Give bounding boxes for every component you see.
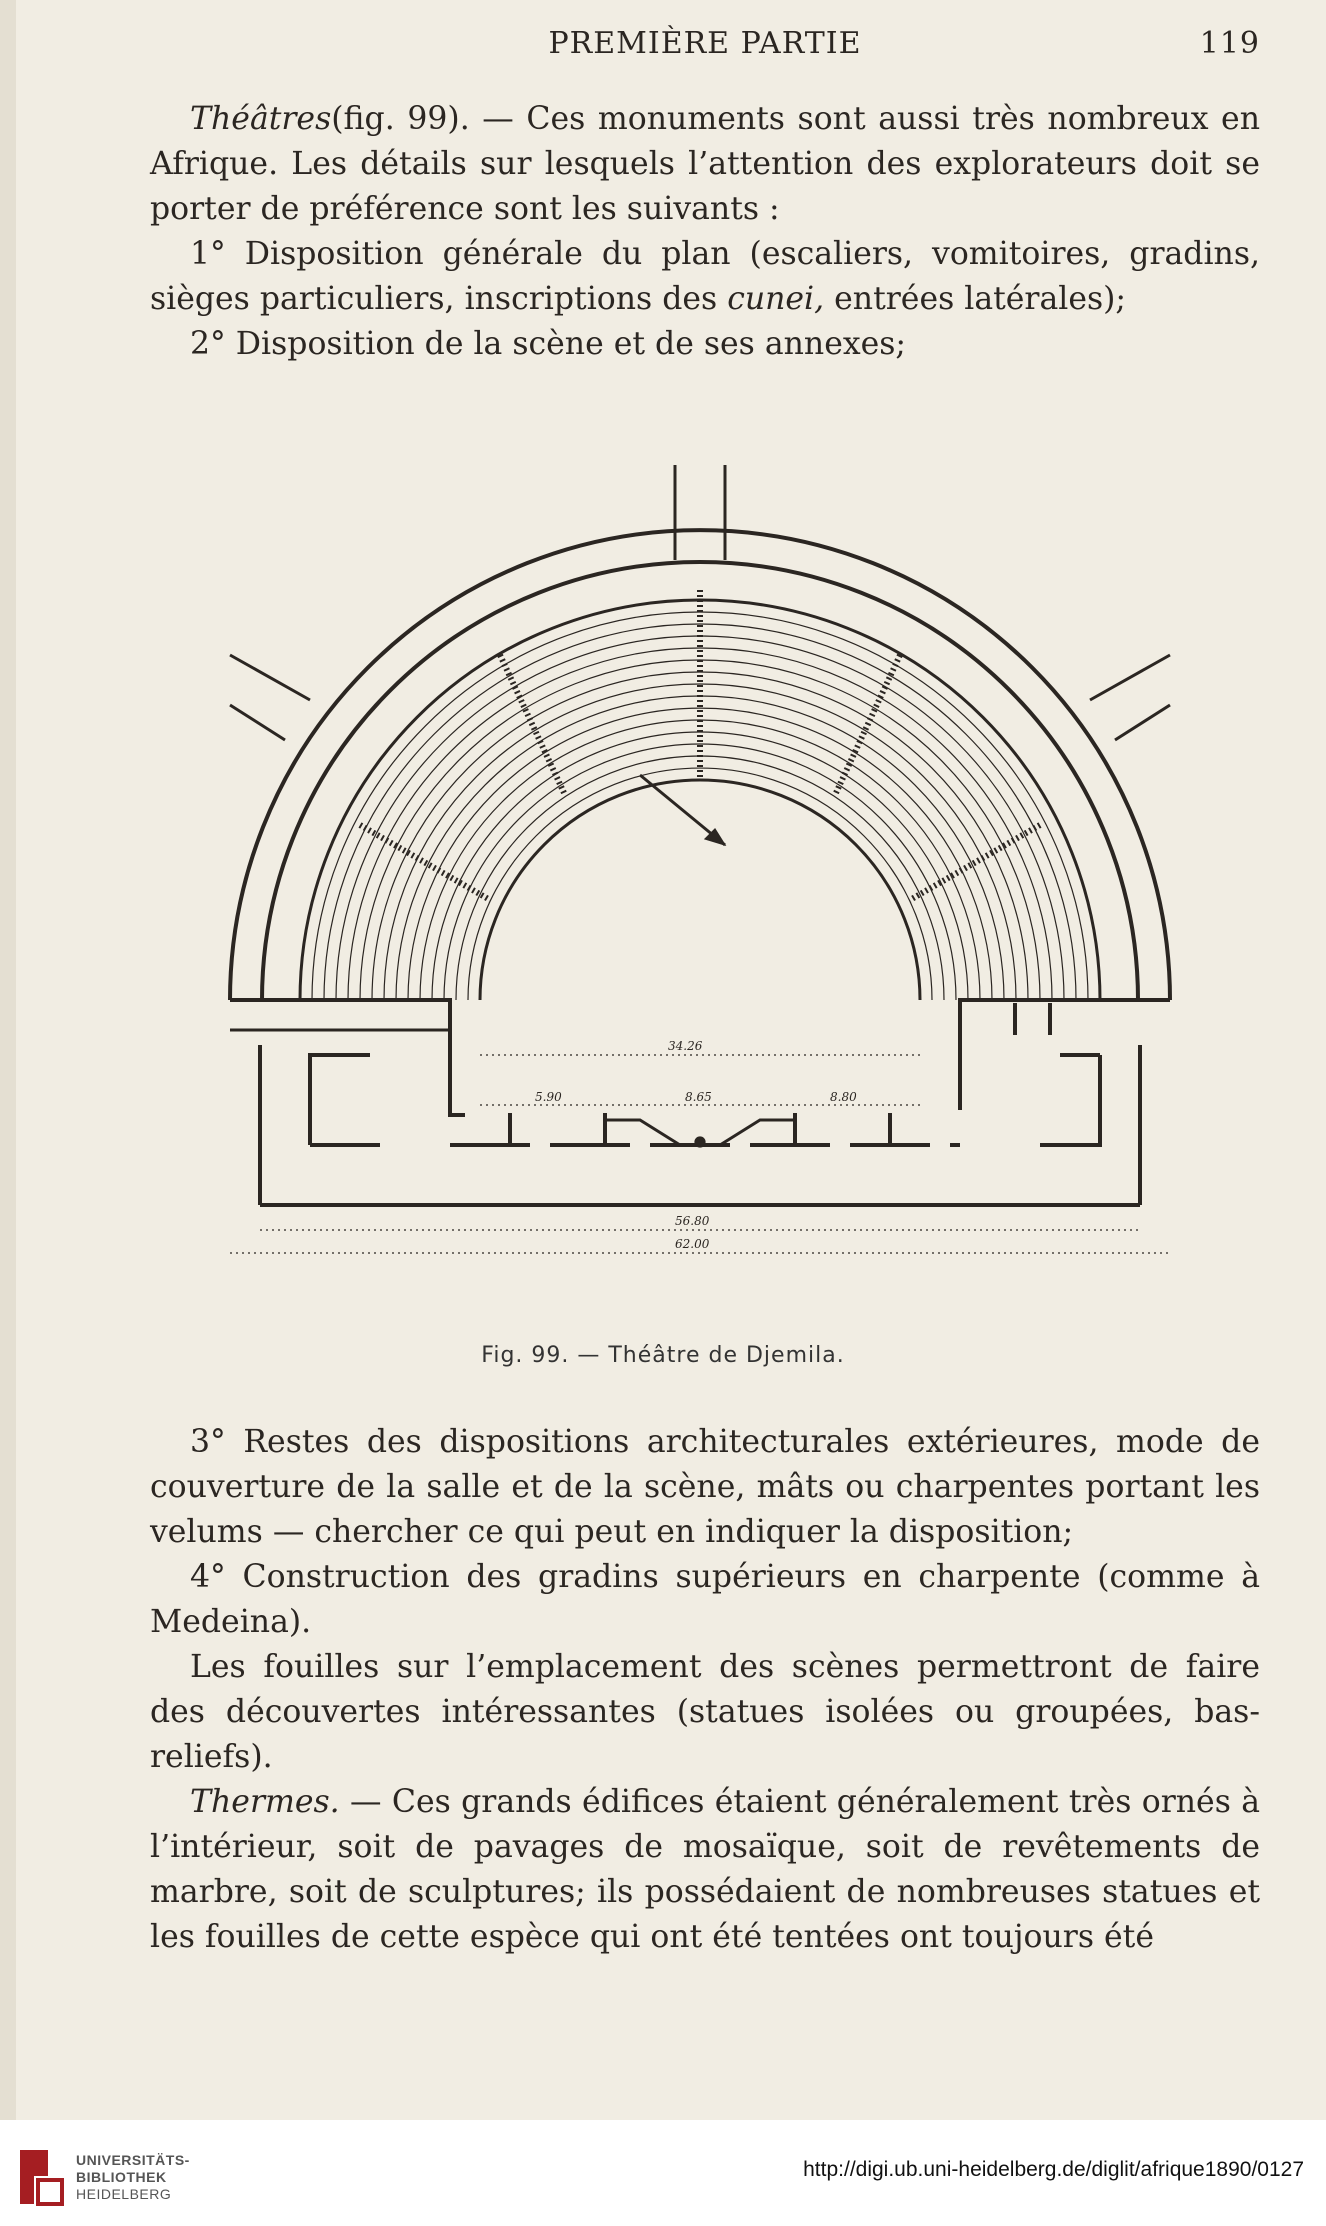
vomitorium-left-a	[230, 655, 310, 700]
paragraph-fouilles: Les fouilles sur l’emplacement des scènes permettront de faire des découvertes intéressantes (statues isolées ou groupées, bas-reliefs).	[150, 1649, 1260, 1775]
figure-theatre-plan	[0, 425, 1326, 1375]
dimension-label-2: 5.90	[535, 1090, 562, 1104]
dimension-label-5: 56.80	[675, 1214, 710, 1228]
paragraph-item-2: 2° Disposition de la scène et de ses annexes;	[190, 326, 907, 362]
stage-wall-left	[230, 1000, 465, 1115]
room-left	[310, 1055, 370, 1145]
theatres-text: (fig. 99). — Ces monuments sont aussi très nombreux en Afrique. Les détails sur lesquels l’attention des explorateurs doit se porter de préférence sont les suivants :	[150, 101, 1260, 227]
tier-line	[468, 768, 932, 1000]
orchestra-edge	[480, 780, 920, 1000]
paragraph-item-3: 3° Restes des dispositions architecturales extérieures, mode de couverture de la salle et de la scène, mâts ou charpentes portant les velums — chercher ce qui peut en indiquer la disposition;	[150, 1424, 1260, 1550]
dimension-label-6: 62.00	[675, 1237, 710, 1251]
room-right	[1040, 1055, 1100, 1145]
theatre-plan-drawing	[200, 445, 1200, 1325]
vomitorium-right-b	[1115, 705, 1170, 740]
library-name-line-1: UNIVERSITÄTS-	[76, 2152, 190, 2168]
library-logo[interactable]	[14, 2142, 190, 2212]
thermes-text: — Ces grands édifices étaient généralement très ornés à l’intérieur, soit de pavages de mosaïque, soit de revêtements de marbre, soit de sculptures; ils possédaient de nombreuses statues et les fouilles de cette espèce qui ont été tentées ont toujours été	[150, 1784, 1260, 1955]
center-marker	[695, 1137, 705, 1147]
library-name-line-2: BIBLIOTHEK	[76, 2169, 167, 2185]
tier-line	[432, 732, 968, 1000]
item-1-text: 1° Disposition générale du plan (escaliers, vomitoires, gradins, sièges particuliers, inscriptions des	[150, 236, 1260, 317]
continuation-text-block	[150, 1420, 1260, 1960]
library-name-line-3: HEIDELBERG	[76, 2186, 172, 2202]
page-number: 119	[1199, 26, 1260, 61]
intro-text-block	[150, 97, 1260, 367]
exedra-right	[720, 1120, 795, 1145]
paragraph-theatres	[150, 97, 1260, 232]
vomitorium-right-a	[1090, 655, 1170, 700]
running-header	[150, 26, 1260, 66]
source-url-link[interactable]: http://digi.ub.uni-heidelberg.de/diglit/afrique1890/0127	[803, 2158, 1304, 2181]
paragraph-item-4: 4° Construction des gradins supérieurs en charpente (comme à Medeina).	[150, 1559, 1260, 1640]
vomitorium-left-b	[230, 705, 285, 740]
item-1-text-end: entrées latérales);	[824, 281, 1127, 317]
viewer-footer	[0, 2120, 1326, 2226]
term-theatres: Théâtres	[190, 101, 332, 137]
library-emblem-icon	[14, 2142, 70, 2212]
dimension-label-4: 8.80	[830, 1090, 857, 1104]
exedra-left	[605, 1120, 680, 1145]
figure-caption: Fig. 99. — Théâtre de Djemila.	[481, 1343, 845, 1368]
paragraph-thermes	[150, 1780, 1260, 1960]
dimension-label-3: 8.65	[685, 1090, 712, 1104]
term-cunei: cunei,	[727, 281, 825, 317]
library-name	[76, 2152, 190, 2203]
dimension-label-1: 34.26	[668, 1039, 703, 1053]
term-thermes: Thermes.	[190, 1784, 340, 1820]
running-title: PREMIÈRE PARTIE	[548, 26, 862, 61]
paragraph-item-1	[150, 232, 1260, 322]
tier-line	[456, 756, 944, 1000]
